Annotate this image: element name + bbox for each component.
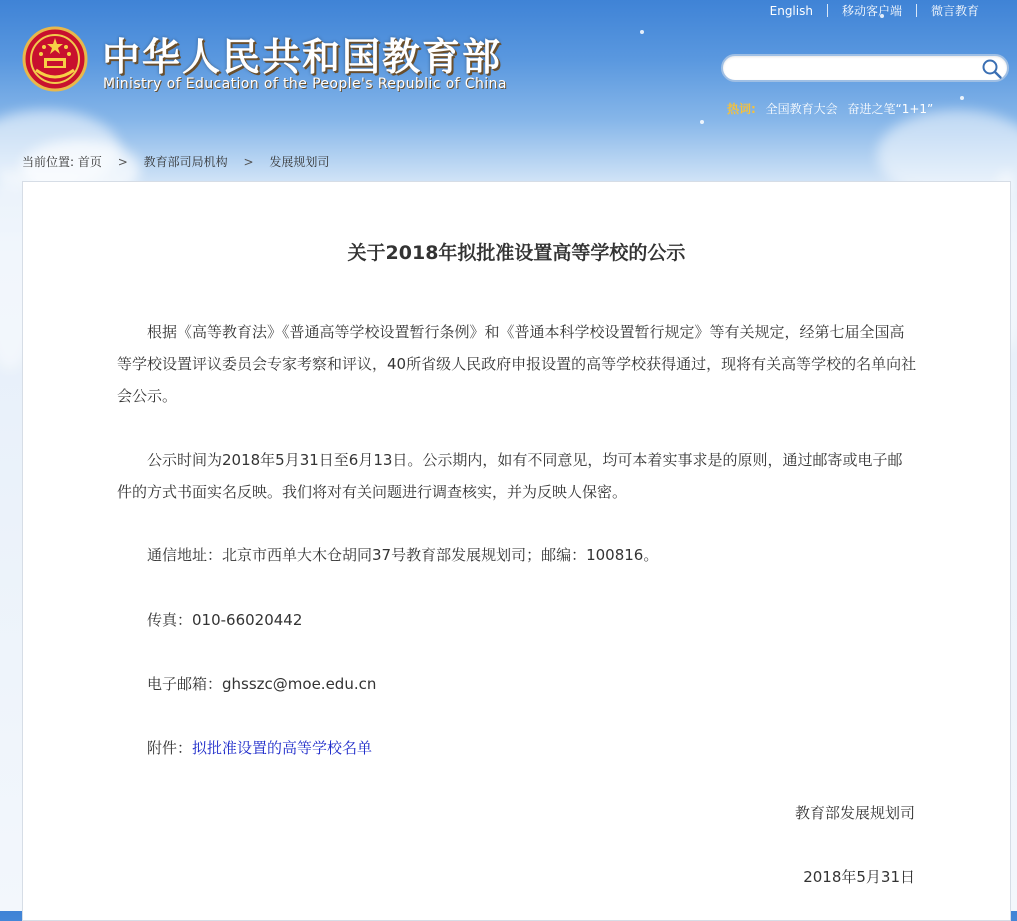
- search-box: [721, 54, 1009, 82]
- search-icon[interactable]: [981, 58, 1003, 80]
- article-title: 关于2018年拟批准设置高等学校的公示: [347, 242, 686, 264]
- sparkle-decoration: [700, 120, 704, 124]
- english-link[interactable]: English: [769, 3, 813, 18]
- article-container: [22, 181, 1011, 921]
- breadcrumb-home[interactable]: 首页: [77, 155, 102, 169]
- hotword-link[interactable]: 奋进之笔“1+1”: [847, 102, 934, 116]
- breadcrumb-departments[interactable]: 教育部司局机构: [143, 155, 228, 169]
- hotword-link[interactable]: 全国教育大会: [765, 102, 838, 116]
- attachment-label: 附件：: [147, 739, 193, 757]
- breadcrumb: [22, 153, 329, 170]
- weiyan-link[interactable]: 微言教育: [930, 4, 979, 18]
- hotwords-label: 热词:: [727, 102, 756, 116]
- sparkle-decoration: [640, 30, 644, 34]
- mobile-client-link[interactable]: 移动客户端: [841, 4, 902, 18]
- signature: 教育部发展规划司: [794, 804, 915, 822]
- article-paragraph: 公示时间为2018年5月31日至6月13日。公示期内，如有不同意见，均可本着实事求是的原则，通过邮寄或电子邮件的方式书面实名反映。我们将对有关问题进行调查核实，并为反映人保密。: [117, 451, 903, 501]
- national-emblem-icon[interactable]: [22, 26, 88, 92]
- contact-address: 通信地址：北京市西单大木仓胡同37号教育部发展规划司；邮编：100816。: [147, 546, 659, 564]
- breadcrumb-planning-dept[interactable]: 发展规划司: [269, 155, 330, 169]
- top-nav: [756, 2, 993, 19]
- article-paragraph: 根据《高等教育法》《普通高等学校设置暂行条例》和《普通本科学校设置暂行规定》等有关规定，经第七届全国高等学校设置评议委员会专家考察和评议，40所省级人民政府申报设置的高等学校获得通过，现将有关高等学校的名单向社会公示。: [117, 323, 917, 405]
- attachment-link[interactable]: 拟批准设置的高等学校名单: [192, 739, 373, 757]
- site-title-en: Ministry of Education of the People's Republic of China: [103, 76, 507, 92]
- breadcrumb-separator: >: [117, 155, 128, 169]
- publish-date: 2018年5月31日: [803, 868, 915, 886]
- sparkle-decoration: [960, 96, 964, 100]
- breadcrumb-prefix: 当前位置:: [22, 155, 75, 169]
- hotwords: [727, 100, 933, 117]
- site-title-cn[interactable]: 中华人民共和国教育部: [102, 35, 503, 79]
- contact-fax: 传真：010-66020442: [147, 611, 303, 629]
- attachment-line: [147, 737, 372, 758]
- breadcrumb-separator: >: [243, 155, 254, 169]
- contact-email: 电子邮箱：ghsszc@moe.edu.cn: [147, 675, 377, 693]
- search-input[interactable]: [735, 56, 989, 82]
